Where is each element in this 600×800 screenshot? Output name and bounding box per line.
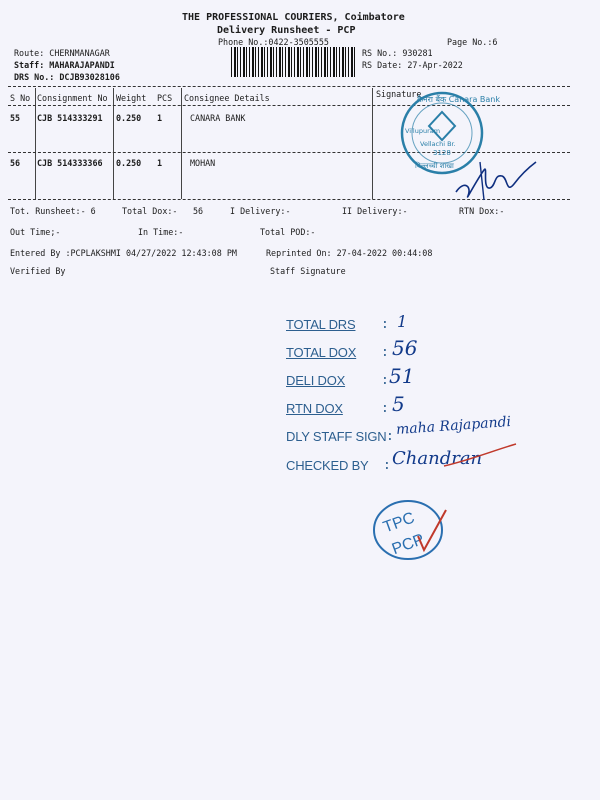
summary-colon: : (386, 429, 394, 444)
route: Route: CHERNMANAGAR (14, 48, 110, 58)
ii-delivery: II Delivery:- (342, 206, 408, 216)
stamp-line: विल्लच्ची शाखा (415, 162, 454, 170)
stamp-pcp-text: PCP (389, 531, 427, 559)
cell-consignment: CJB 514333366 (37, 158, 103, 168)
cell-pcs: 1 (157, 158, 163, 168)
summary-colon: : (381, 345, 389, 360)
summary-colon: : (381, 373, 389, 388)
table-top-rule (8, 86, 570, 87)
col-header-pcs: PCS (157, 93, 173, 103)
cell-consignee: MOHAN (190, 158, 216, 168)
summary-total-drs-value: 1 (397, 312, 408, 331)
reprinted-on: Reprinted On: 27-04-2022 00:44:08 (266, 248, 433, 258)
entered-by: Entered By :PCPLAKSHMI 04/27/2022 12:43:08 PM (10, 248, 237, 258)
col-header-weight: Weight (116, 93, 147, 103)
rs-date: RS Date: 27-Apr-2022 (362, 60, 463, 70)
summary-colon: : (381, 317, 389, 332)
canara-logo-icon (429, 112, 455, 140)
summary-rtn-dox-label: RTN DOX (286, 401, 343, 416)
total-dox-label: Total Dox:- (122, 206, 178, 216)
summary-checked-by-label: CHECKED BY (286, 458, 369, 473)
phone-number: Phone No.:0422-3505555 (218, 37, 329, 47)
stamp-line: Vellachi Br. (420, 140, 456, 148)
staff-signature-label: Staff Signature (270, 266, 346, 276)
cell-pcs: 1 (157, 113, 163, 123)
i-delivery: I Delivery:- (230, 206, 291, 216)
page-title: Delivery Runsheet - PCP (217, 25, 356, 36)
stamp-line: कैनरा बैंक Canara Bank (417, 95, 501, 104)
stamp-tpc-text: TPC (381, 509, 417, 537)
summary-staff-sign-value: maha Rajapandi (395, 414, 512, 438)
in-time: In Time:- (138, 227, 184, 237)
summary-deli-dox-label: DELI DOX (286, 373, 346, 388)
tpc-pcp-stamp (368, 496, 458, 566)
verified-by: Verified By (10, 266, 66, 276)
summary-total-drs-label: TOTAL DRS (286, 317, 356, 332)
consignee-signature (450, 150, 540, 205)
cell-sno: 55 (10, 113, 21, 123)
stamp-line: Villupuram (405, 127, 441, 135)
summary-total-dox-label: TOTAL DOX (286, 345, 357, 360)
cell-weight: 0.250 (116, 158, 142, 168)
staff-name: Staff: MAHARAJAPANDI (14, 60, 115, 70)
summary-checked-by-value: Chandran (392, 448, 483, 469)
checked-by-flourish (440, 440, 520, 470)
col-header-consignee: Consignee Details (184, 93, 270, 103)
summary-colon: : (381, 401, 389, 416)
col-header-sno: S No (10, 93, 31, 103)
stamp-line: 3128 (433, 149, 451, 157)
total-dox-value: 56 (193, 206, 204, 216)
summary-colon: : (383, 458, 391, 473)
drs-number: DRS No.: DCJB93028106 (14, 72, 120, 82)
cell-consignment: CJB 514333291 (37, 113, 103, 123)
cell-sno: 56 (10, 158, 21, 168)
summary-total-dox-value: 56 (392, 336, 418, 360)
col-header-signature: Signature (376, 89, 422, 99)
company-name: THE PROFESSIONAL COURIERS, Coimbatore (182, 12, 405, 23)
total-pod: Total POD:- (260, 227, 316, 237)
rs-number: RS No.: 930281 (362, 48, 433, 58)
total-runsheet: Tot. Runsheet:- 6 (10, 206, 96, 216)
summary-deli-dox-value: 51 (389, 364, 415, 388)
summary-rtn-dox-value: 5 (392, 392, 405, 416)
out-time: Out Time;- (10, 227, 61, 237)
col-header-consignment: Consignment No (37, 93, 108, 103)
cell-weight: 0.250 (116, 113, 142, 123)
summary-staff-sign-label: DLY STAFF SIGN (286, 429, 387, 444)
rtn-dox: RTN Dox:- (459, 206, 505, 216)
page-number: Page No.:6 (447, 37, 498, 47)
barcode (231, 47, 356, 77)
cell-consignee: CANARA BANK (190, 113, 246, 123)
